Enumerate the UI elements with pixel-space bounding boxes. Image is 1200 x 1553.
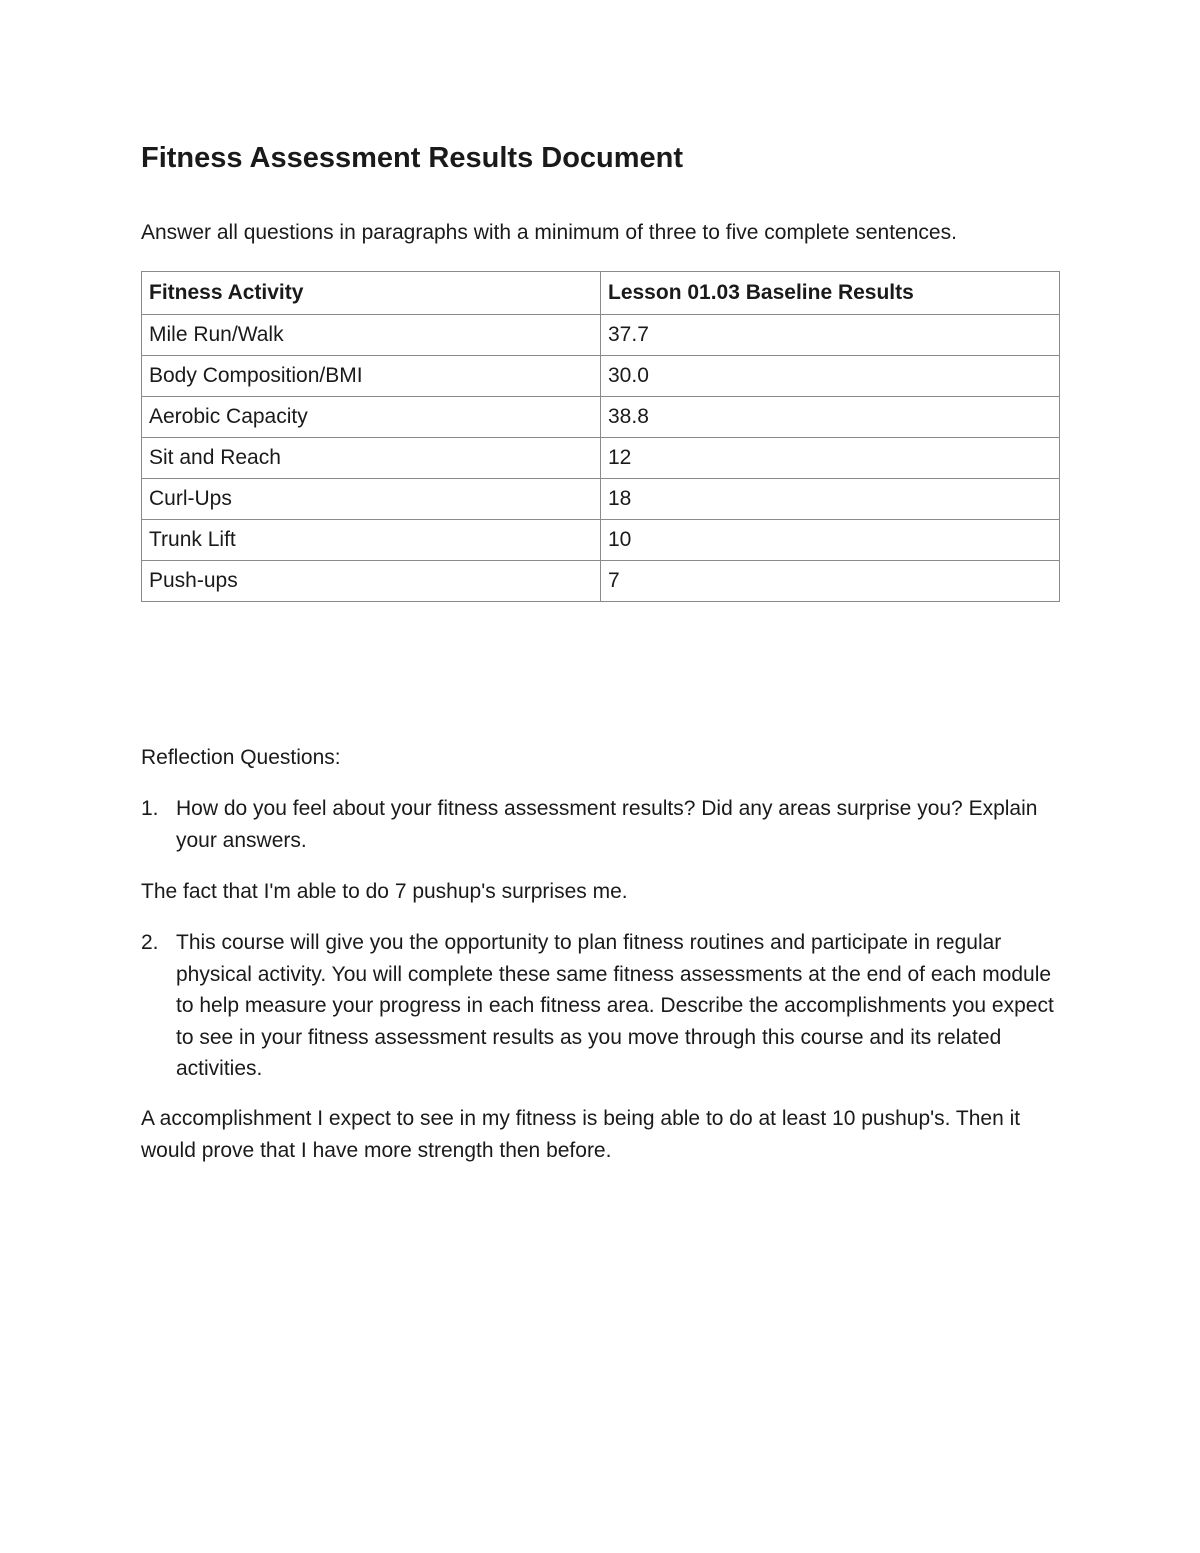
reflection-question-2 [141, 927, 1059, 1085]
reflection-question-1 [141, 793, 1059, 856]
question-text: This course will give you the opportunity to plan fitness routines and participate in regular physical activity. You will complete these same fitness assessments at the end of each module to help measure your progress in each fitness area. Describe the accomplishments you expect to see in your fitness assessment results as you move through this course and its related activities. [176, 931, 1054, 1080]
document-title: Fitness Assessment Results Document [141, 142, 684, 174]
activity-cell: Sit and Reach [142, 438, 601, 479]
result-cell: 30.0 [601, 356, 1060, 397]
result-cell: 37.7 [601, 315, 1060, 356]
table-row [142, 561, 1060, 602]
table-row [142, 479, 1060, 520]
table-row [142, 397, 1060, 438]
question-number: 2. [141, 931, 159, 954]
activity-cell: Aerobic Capacity [142, 397, 601, 438]
activity-cell: Curl-Ups [142, 479, 601, 520]
reflection-heading: Reflection Questions: [141, 746, 341, 769]
activity-cell: Trunk Lift [142, 520, 601, 561]
table-row [142, 356, 1060, 397]
activity-cell: Push-ups [142, 561, 601, 602]
fitness-results-table [141, 271, 1060, 602]
instructions-text: Answer all questions in paragraphs with a minimum of three to five complete sentences. [141, 221, 957, 244]
table-header-row [142, 272, 1060, 315]
column-header-baseline-results: Lesson 01.03 Baseline Results [601, 272, 1060, 315]
result-cell: 7 [601, 561, 1060, 602]
activity-cell: Body Composition/BMI [142, 356, 601, 397]
result-cell: 38.8 [601, 397, 1060, 438]
result-cell: 10 [601, 520, 1060, 561]
answer-1: The fact that I'm able to do 7 pushup's surprises me. [141, 880, 628, 903]
answer-2: A accomplishment I expect to see in my fitness is being able to do at least 10 pushup's. Then it would prove that I have more strength then before. [141, 1107, 1021, 1162]
question-text: How do you feel about your fitness assessment results? Did any areas surprise you? Explain your answers. [176, 797, 1038, 852]
question-number: 1. [141, 797, 159, 820]
table-row [142, 315, 1060, 356]
table-row [142, 520, 1060, 561]
table-row [142, 438, 1060, 479]
result-cell: 18 [601, 479, 1060, 520]
column-header-activity: Fitness Activity [142, 272, 601, 315]
activity-cell: Mile Run/Walk [142, 315, 601, 356]
result-cell: 12 [601, 438, 1060, 479]
